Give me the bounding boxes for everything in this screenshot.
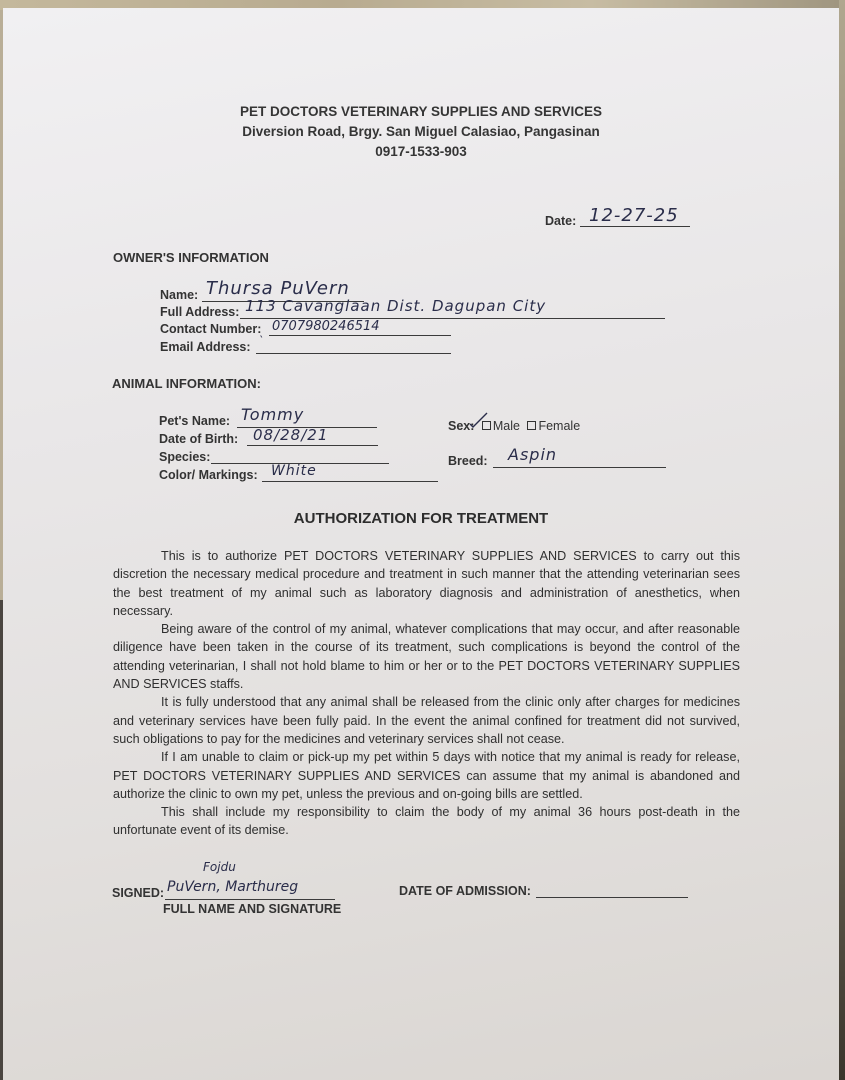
owner-email-field[interactable]: ` xyxy=(258,334,265,347)
owner-name-label: Name: xyxy=(160,288,199,302)
breed-label: Breed: xyxy=(448,454,488,468)
male-check-mark-icon xyxy=(469,411,489,429)
owner-contact-label: Contact Number: xyxy=(160,322,262,336)
authorization-title: AUTHORIZATION FOR TREATMENT xyxy=(293,510,549,527)
signature-field[interactable]: PuVern, Marthureg xyxy=(167,879,299,895)
owner-contact-line xyxy=(269,335,451,336)
breed-line xyxy=(493,467,666,468)
signature-initials-mark: Fojdu xyxy=(203,860,236,874)
owner-contact-field[interactable]: 0707980246514 xyxy=(272,319,380,334)
owner-address-label: Full Address: xyxy=(160,305,240,319)
sex-options xyxy=(448,419,580,433)
pet-name-field[interactable]: Tommy xyxy=(241,405,305,424)
admission-date-label: DATE OF ADMISSION: xyxy=(399,884,531,898)
date-value[interactable]: 12-27-25 xyxy=(589,205,679,226)
dob-field[interactable]: 08/28/21 xyxy=(253,426,329,444)
table-surface-right xyxy=(839,0,845,1080)
authorization-body xyxy=(113,547,740,840)
color-line xyxy=(262,481,438,482)
signature-line xyxy=(165,899,335,900)
clinic-name: PET DOCTORS VETERINARY SUPPLIES AND SERVICES xyxy=(239,104,603,119)
date-label: Date: xyxy=(545,214,577,228)
female-label: Female xyxy=(538,419,581,433)
owner-email-line xyxy=(256,353,451,354)
date-line xyxy=(580,226,690,227)
animal-section-title: ANIMAL INFORMATION: xyxy=(112,376,261,391)
owner-email-label: Email Address: xyxy=(160,340,251,354)
owner-address-field[interactable]: 113 Cavanglaan Dist. Dagupan City xyxy=(245,297,547,315)
consent-form-paper xyxy=(3,8,839,1080)
dob-line xyxy=(247,445,378,446)
species-label: Species: xyxy=(159,450,211,464)
clinic-address: Diversion Road, Brgy. San Miguel Calasiao, Pangasinan xyxy=(242,124,600,139)
color-field[interactable]: White xyxy=(271,463,317,479)
color-label: Color/ Markings: xyxy=(159,468,258,482)
signature-caption: FULL NAME AND SIGNATURE xyxy=(163,902,342,916)
dob-label: Date of Birth: xyxy=(159,432,239,446)
breed-field[interactable]: Aspin xyxy=(508,445,558,464)
admission-date-line xyxy=(536,897,688,898)
male-label: Male xyxy=(492,419,520,433)
authorization-paragraph: If I am unable to claim or pick-up my pet within 5 days with notice that my animal is ready for release, PET DOCTORS VETERINARY SUPPLIES AND SERVICES can assume that my animal is abandoned and authorize the clinic to own my pet, unless the previous and on-going bills are settled. xyxy=(113,750,740,801)
authorization-paragraph: It is fully understood that any animal shall be released from the clinic only after charges for medicines and veterinary services have been fully paid. In the event the animal confined for treatment did not survived, such obligations to pay for the medicines and veterinary services shall not cease. xyxy=(113,695,740,746)
female-checkbox[interactable] xyxy=(527,421,536,430)
authorization-paragraph: This is to authorize PET DOCTORS VETERINARY SUPPLIES AND SERVICES to carry out this discretion the necessary medical procedure and treatment in such manner that the attending veterinarian sees the best treatment of my animal such as laboratory diagnosis and administration of anesthetics, when necessary. xyxy=(113,549,740,618)
signed-label: SIGNED: xyxy=(112,886,165,900)
authorization-paragraph: Being aware of the control of my animal, whatever complications that may occur, and after reasonable diligence have been taken in the course of its treatment, such complications is beyond the control of the attending veterinarian, I shall not hold blame to him or her or to the PET DOCTORS VETERINARY SUPPLIES AND SERVICES staffs. xyxy=(113,622,740,692)
authorization-paragraph: This shall include my responsibility to claim the body of my animal 36 hours post-death in the unfortunate event of its demise. xyxy=(113,805,740,838)
sex-label: Sex: xyxy=(448,419,475,433)
owner-section-title: OWNER'S INFORMATION xyxy=(113,250,269,265)
owner-name-field[interactable]: Thursa PuVern xyxy=(206,278,350,299)
clinic-phone: 0917-1533-903 xyxy=(375,144,467,159)
pet-name-label: Pet's Name: xyxy=(159,414,231,428)
